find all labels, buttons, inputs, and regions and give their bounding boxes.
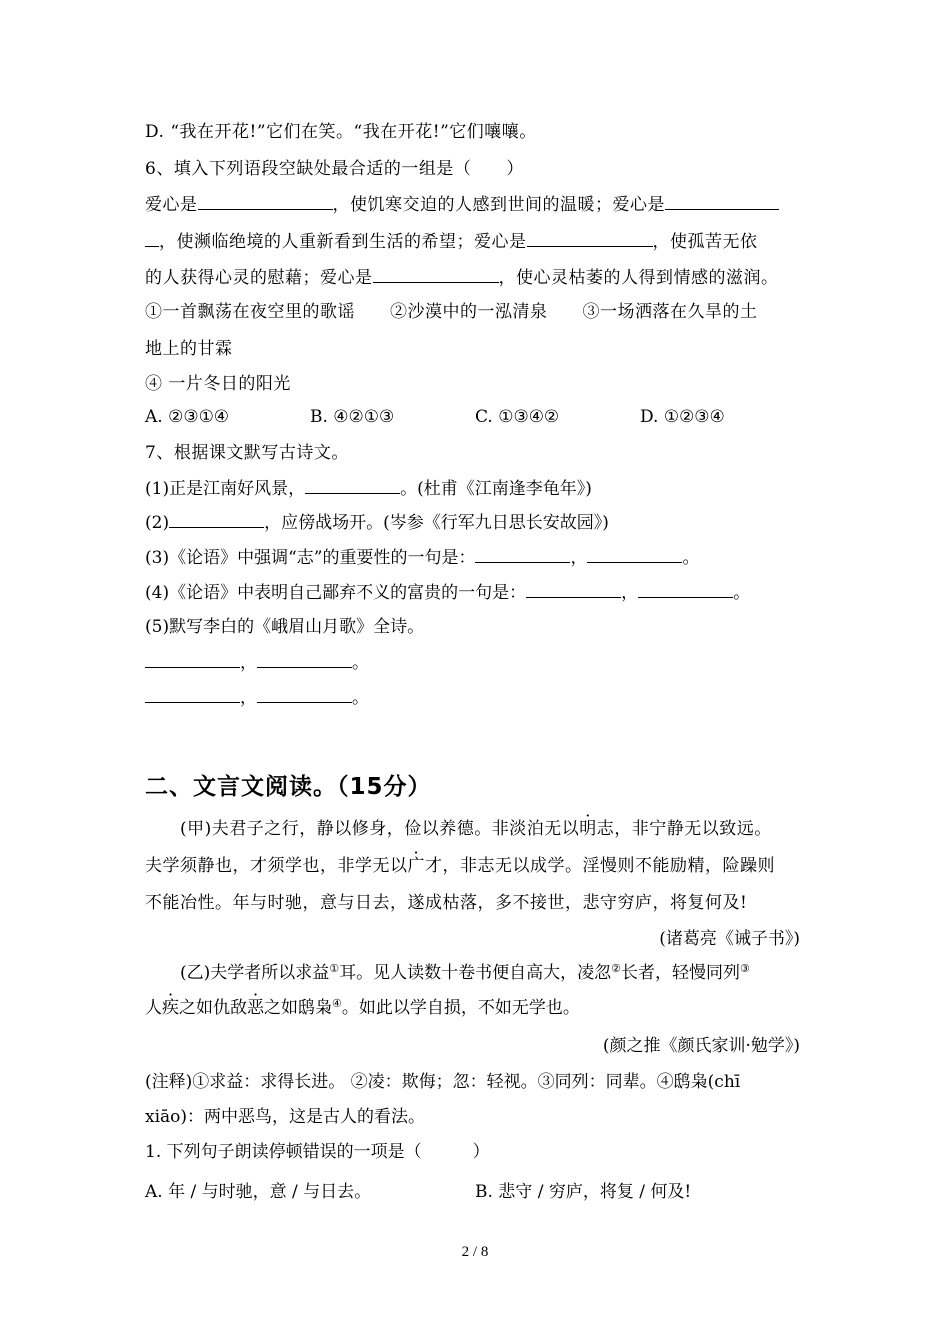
q1-option-a[interactable]: A. 年 / 与时驰，意 / 与日去。	[145, 1182, 372, 1202]
answer-blank[interactable]	[373, 266, 499, 283]
answer-blank[interactable]	[145, 230, 159, 247]
answer-blank[interactable]	[526, 581, 621, 598]
q7-title: 7、根据课文默写古诗文。	[145, 443, 349, 463]
answer-blank[interactable]	[587, 546, 682, 563]
passage-jia-line-1: (甲)夫君子之行，静以修身，俭以养德。非淡泊无以明志，非宁静无以致远。	[180, 819, 772, 839]
q6-option-a[interactable]: A. ②③①④	[145, 407, 230, 427]
annotation-line-1: (注释)①求益：求得长进。 ②凌：欺侮；忽：轻视。③同列：同辈。④鸱枭(chī	[145, 1072, 741, 1092]
q6-line-3: 的人获得心灵的慰藉；爱心是 ，使心灵枯萎的人得到情感的滋润。	[145, 268, 779, 288]
answer-blank[interactable]	[145, 651, 240, 668]
emphasis-char: 广	[407, 856, 425, 876]
answer-blank[interactable]	[638, 581, 733, 598]
q7-item-5-lines-2: ， 。	[145, 686, 369, 709]
q6-choices-3: ④ 一片冬日的阳光	[145, 374, 291, 394]
answer-blank[interactable]	[198, 193, 333, 210]
answer-blank[interactable]	[527, 230, 653, 247]
page-number: 2 / 8	[461, 1244, 489, 1260]
passage-yi-line-1: (乙)夫学者所以求益①耳。见人读数十卷书便自高大，凌忽②长者，轻慢同列③	[180, 962, 750, 983]
q1-title: 1. 下列句子朗读停顿错误的一项是（ ）	[145, 1142, 490, 1162]
answer-blank[interactable]	[145, 686, 240, 703]
section-heading: 二、文言文阅读。（15分）	[145, 774, 432, 800]
q7-item-4: (4)《论语》中表明自己鄙弃不义的富贵的一句是： ， 。	[145, 583, 751, 603]
answer-blank[interactable]	[665, 193, 779, 210]
q6-line-1: 爱心是 ，使饥寒交迫的人感到世间的温暖；爱心是	[145, 193, 779, 216]
passage-yi-line-2: 人疾 ·之如仇敌恶 ·之如鸱枭④。如此以学自损，不如无学也。	[145, 997, 580, 1019]
q1-option-b[interactable]: B. 悲守 / 穷庐，将复 / 何及!	[475, 1182, 692, 1202]
q6-line-2: ，使濒临绝境的人重新看到生活的希望；爱心是 ，使孤苦无依	[145, 230, 758, 253]
passage-jia-source: (诸葛亮《诫子书》)	[659, 929, 800, 949]
passage-jia-line-2: 夫学须静也，才须学也，非学无以广才，非志无以成学。淫慢则不能励精，险躁则	[145, 856, 775, 876]
annotation-line-2: xiāo)：两中恶鸟，这是古人的看法。	[145, 1107, 426, 1127]
q5-option-d: D. “我在开花!”它们在笑。“我在开花!”它们嚷嚷。	[145, 122, 537, 142]
emphasis-char: 疾 ·	[162, 998, 179, 1018]
q7-item-1: (1)正是江南好风景， 。(杜甫《江南逢李龟年》)	[145, 479, 592, 499]
answer-blank[interactable]	[169, 511, 264, 528]
q7-item-2: (2) ，应傍战场开。(岑参《行军九日思长安故园》)	[145, 513, 609, 533]
passage-jia-line-3: 不能冶性。年与时驰，意与日去，遂成枯落，多不接世，悲守穷庐，将复何及!	[145, 893, 748, 913]
answer-blank[interactable]	[257, 686, 352, 703]
q6-option-c[interactable]: C. ①③④②	[475, 407, 560, 427]
passage-yi-source: (颜之推《颜氏家训·勉学》)	[602, 1036, 800, 1056]
answer-blank[interactable]	[475, 546, 570, 563]
emphasis-char: 恶 ·	[247, 998, 264, 1018]
q7-item-5: (5)默写李白的《峨眉山月歌》全诗。	[145, 617, 425, 637]
emphasis-char: 明	[579, 819, 597, 839]
q6-choices-2: 地上的甘霖	[145, 339, 233, 359]
q6-title: 6、填入下列语段空缺处最合适的一组是（ ）	[145, 159, 524, 179]
q7-item-5-lines-1: ， 。	[145, 651, 369, 674]
q6-option-b[interactable]: B. ④②①③	[310, 407, 395, 427]
answer-blank[interactable]	[305, 477, 400, 494]
q7-item-3: (3)《论语》中强调“志”的重要性的一句是： ， 。	[145, 548, 700, 568]
q6-choices-1: ①一首飘荡在夜空里的歌谣 ②沙漠中的一泓清泉 ③一场洒落在久旱的土	[145, 302, 758, 322]
answer-blank[interactable]	[257, 651, 352, 668]
q6-option-d[interactable]: D. ①②③④	[640, 407, 725, 427]
